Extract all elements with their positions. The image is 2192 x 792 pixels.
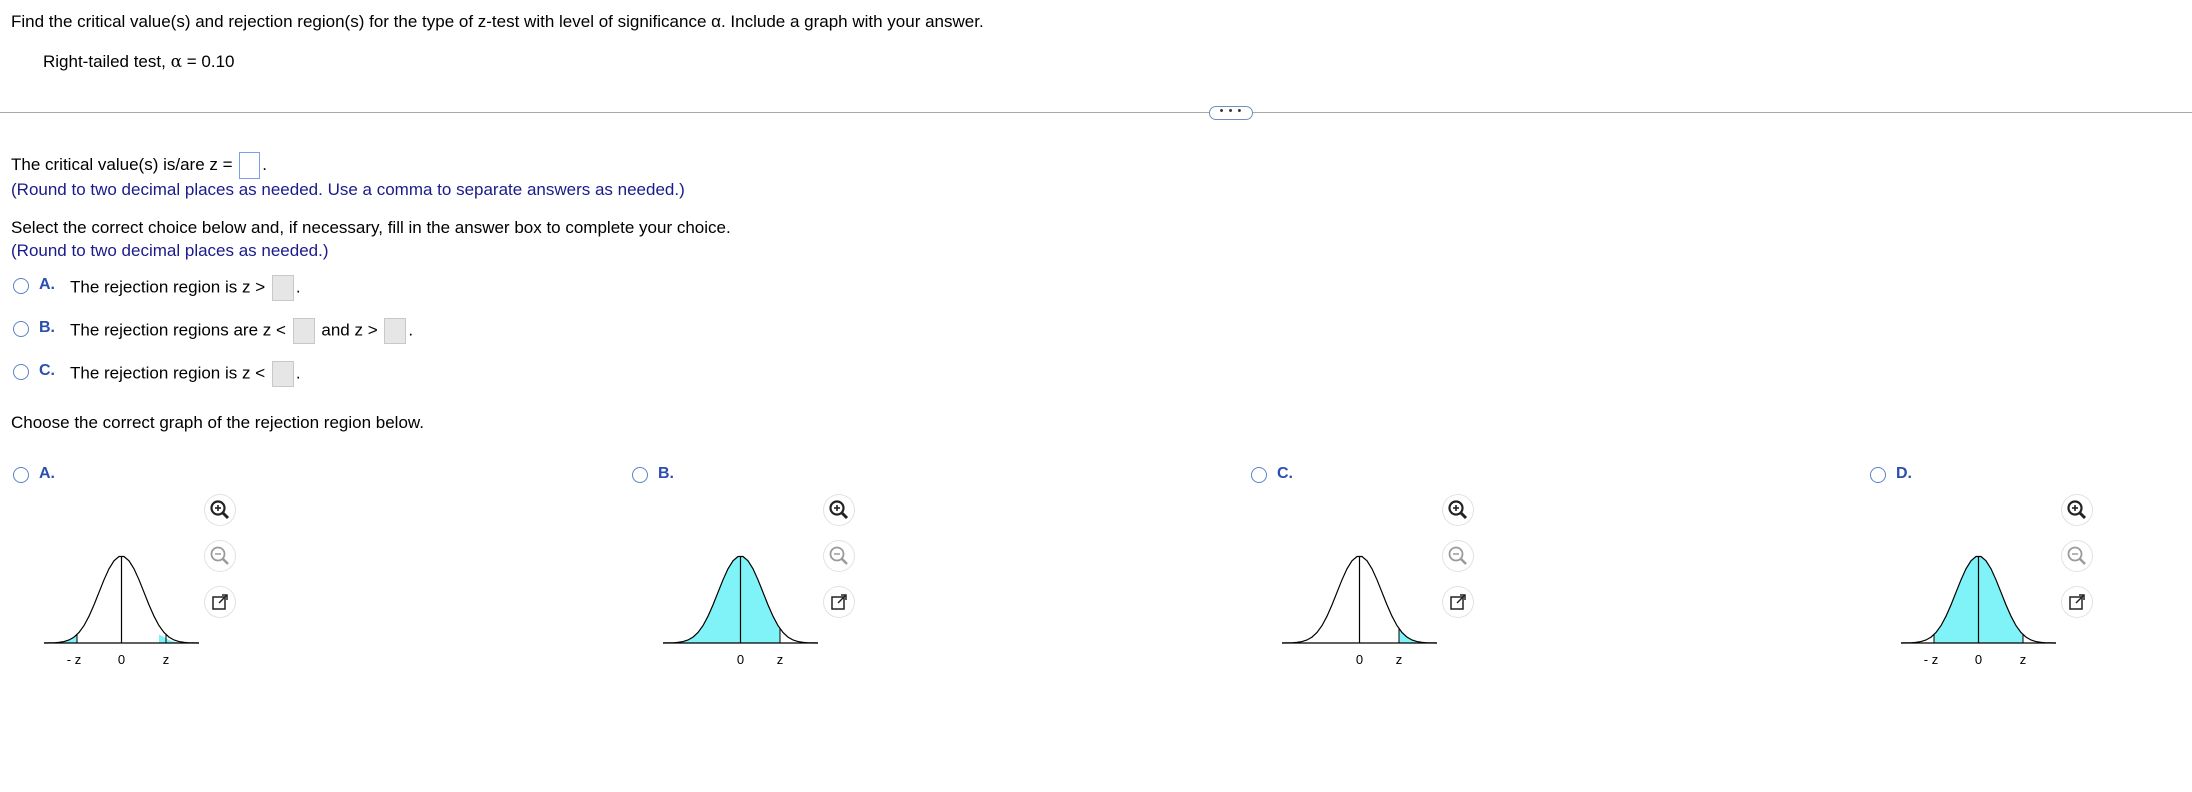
graph-c xyxy=(1282,540,1442,675)
graph-choice-a-radio[interactable] xyxy=(13,467,29,483)
expand-handle[interactable]: • • • xyxy=(1209,106,1253,120)
region-choice-b-letter: B. xyxy=(39,319,55,336)
graph-d-tick-z: z xyxy=(2019,652,2027,667)
section-divider xyxy=(0,112,2192,113)
graph-b-shaded-region xyxy=(663,557,780,644)
region-choice-b-input-lower[interactable] xyxy=(293,318,315,344)
graph-b xyxy=(663,540,823,675)
region-choice-b-input-upper[interactable] xyxy=(384,318,406,344)
graph-a-tick-zero: 0 xyxy=(117,652,126,667)
region-choice-b-middle: and z > xyxy=(321,320,378,340)
region-choice-c-period: . xyxy=(295,363,301,383)
region-choice-c xyxy=(70,361,301,387)
region-choice-a-period: . xyxy=(295,277,301,297)
graph-d-zoom-in-icon[interactable] xyxy=(2062,495,2092,525)
graph-d xyxy=(1901,540,2061,675)
graph-d-tick-neg-z: - z xyxy=(1923,652,1939,667)
graph-d-pop-out-icon[interactable] xyxy=(2062,587,2092,617)
critical-value-period: . xyxy=(262,154,268,174)
graph-a-zoom-in-icon[interactable] xyxy=(205,495,235,525)
alpha-symbol: α xyxy=(170,52,183,72)
graph-b-zoom-in-icon[interactable] xyxy=(824,495,854,525)
region-hint: (Round to two decimal places as needed.) xyxy=(11,241,329,260)
graph-a-tick-neg-z: - z xyxy=(66,652,82,667)
graph-b-tick-z: z xyxy=(776,652,784,667)
graph-c-zoom-out-icon[interactable] xyxy=(1443,541,1473,571)
region-instruction: Select the correct choice below and, if necessary, fill in the answer box to complete your choice. xyxy=(11,218,731,237)
graph-choice-c-letter: C. xyxy=(1277,465,1293,482)
graph-a xyxy=(44,540,204,675)
alpha-value: = 0.10 xyxy=(182,52,235,71)
test-prefix: Right-tailed test, xyxy=(43,52,171,71)
graph-instruction: Choose the correct graph of the rejection region below. xyxy=(11,413,424,432)
region-choice-c-letter: C. xyxy=(39,362,55,379)
critical-value-input[interactable] xyxy=(239,152,260,179)
graph-b-tick-zero: 0 xyxy=(736,652,745,667)
region-choice-a-text: The rejection region is z > xyxy=(70,277,266,297)
region-choice-c-text: The rejection region is z < xyxy=(70,363,266,383)
graph-a-pop-out-icon[interactable] xyxy=(205,587,235,617)
region-choice-a-letter: A. xyxy=(39,276,55,293)
region-choice-b xyxy=(70,318,413,344)
graph-c-tick-z: z xyxy=(1395,652,1403,667)
region-choice-a-input[interactable] xyxy=(272,275,294,301)
region-choice-a xyxy=(70,275,301,301)
region-choice-c-radio[interactable] xyxy=(13,364,29,380)
graph-a-tick-z: z xyxy=(162,652,170,667)
test-description xyxy=(43,52,235,72)
graph-choice-d-letter: D. xyxy=(1896,465,1912,482)
graph-a-right-tail xyxy=(159,587,199,643)
region-choice-b-radio[interactable] xyxy=(13,321,29,337)
region-choice-a-radio[interactable] xyxy=(13,278,29,294)
region-choice-b-text: The rejection regions are z < xyxy=(70,320,286,340)
graph-choice-b-letter: B. xyxy=(658,465,674,482)
region-choice-b-period: . xyxy=(408,320,414,340)
question-prompt: Find the critical value(s) and rejection region(s) for the type of z-test with level of significance α. Include a graph with your answer. xyxy=(11,12,984,31)
graph-choice-a-letter: A. xyxy=(39,465,55,482)
graph-b-zoom-out-icon[interactable] xyxy=(824,541,854,571)
graph-choice-b-radio[interactable] xyxy=(632,467,648,483)
graph-b-pop-out-icon[interactable] xyxy=(824,587,854,617)
graph-a-zoom-out-icon[interactable] xyxy=(205,541,235,571)
graph-c-zoom-in-icon[interactable] xyxy=(1443,495,1473,525)
graph-a-right-tail-fill xyxy=(159,634,194,643)
critical-value-hint: (Round to two decimal places as needed. Use a comma to separate answers as needed.) xyxy=(11,180,685,199)
graph-d-tick-zero: 0 xyxy=(1974,652,1983,667)
graph-c-pop-out-icon[interactable] xyxy=(1443,587,1473,617)
graph-c-tick-zero: 0 xyxy=(1355,652,1364,667)
region-choice-c-input[interactable] xyxy=(272,361,294,387)
graph-choice-d-radio[interactable] xyxy=(1870,467,1886,483)
critical-value-line xyxy=(11,152,267,179)
graph-choice-c-radio[interactable] xyxy=(1251,467,1267,483)
graph-d-zoom-out-icon[interactable] xyxy=(2062,541,2092,571)
critical-value-label: The critical value(s) is/are z = xyxy=(11,154,233,174)
